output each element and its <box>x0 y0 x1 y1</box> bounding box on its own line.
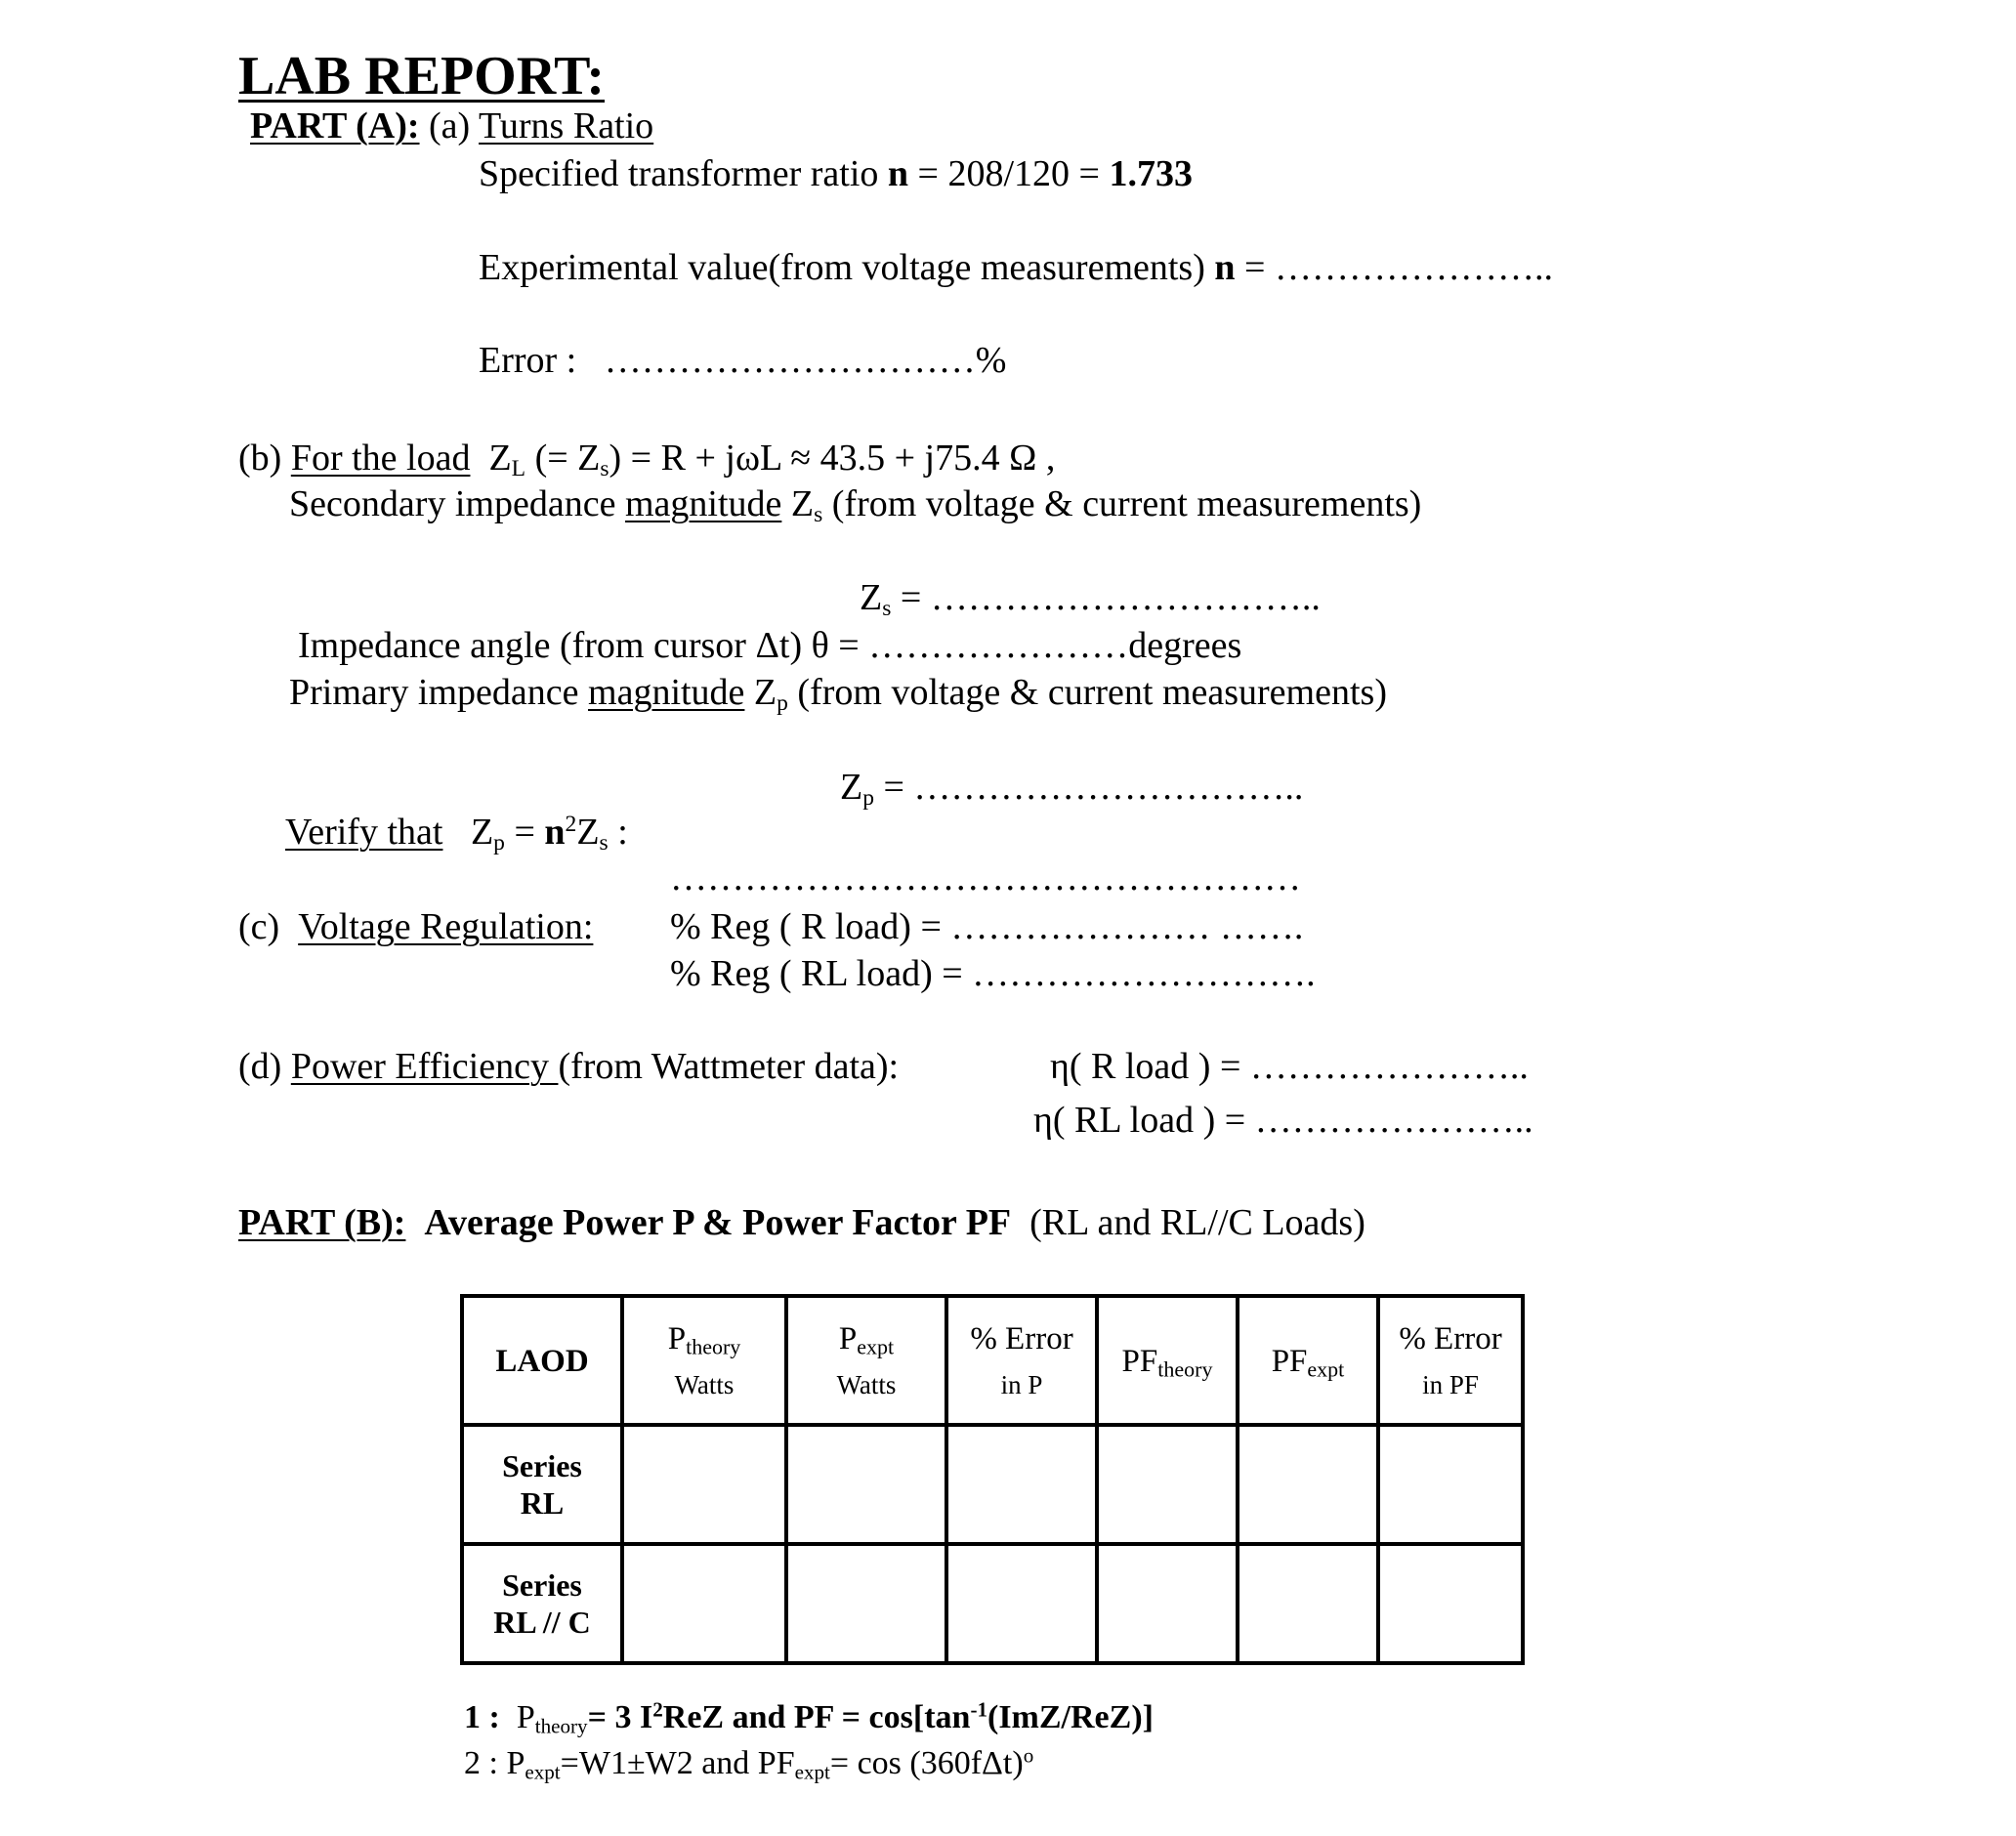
cell-error-pf[interactable] <box>1378 1425 1523 1544</box>
cell-p-expt[interactable] <box>786 1544 946 1663</box>
verify-n: n <box>544 812 566 853</box>
cell-pf-theory[interactable] <box>1097 1544 1238 1663</box>
specified-ratio-line <box>479 155 1193 192</box>
cell-error-p[interactable] <box>946 1425 1097 1544</box>
cell-pf-expt[interactable] <box>1238 1425 1378 1544</box>
zs-sub: s <box>882 595 892 621</box>
efficiency-rl-load-line: η( RL load ) = ………………….. <box>1033 1100 1533 1141</box>
cell-pf-expt[interactable] <box>1238 1544 1378 1663</box>
primary-magnitude: magnitude <box>588 672 745 713</box>
note-2 <box>464 1743 1034 1784</box>
item-a-label: Turns Ratio <box>479 105 654 146</box>
cell-pf-theory[interactable] <box>1097 1425 1238 1544</box>
part-b-title-rest: (RL and RL//C Loads) <box>1029 1202 1365 1243</box>
part-b-title: Average Power P & Power Factor PF <box>424 1202 1012 1243</box>
zl-sub: L <box>511 455 526 481</box>
secondary-z-sub: s <box>814 501 823 527</box>
row-label-line1: Series <box>502 1447 582 1483</box>
secondary-impedance-line <box>289 483 1422 527</box>
verify-z-sub: p <box>493 829 505 855</box>
item-d-header <box>238 1048 899 1085</box>
verify-eq: = <box>514 812 545 853</box>
item-b-prefix: (b) <box>238 438 282 479</box>
item-c-header <box>238 908 593 945</box>
col-error-pf-main: % Error <box>1399 1321 1502 1357</box>
cell-p-theory[interactable] <box>622 1425 786 1544</box>
note-2-p-sub: expt <box>525 1760 561 1784</box>
col-pf-theory <box>1097 1296 1238 1425</box>
note-1-sup2: -1 <box>970 1697 987 1722</box>
secondary-z: Z <box>790 483 815 524</box>
zp-sub: p <box>862 784 874 811</box>
part-b-header <box>238 1204 1365 1241</box>
note-1-sup: 2 <box>652 1697 663 1722</box>
cell-p-theory[interactable] <box>622 1544 786 1663</box>
col-error-p <box>946 1296 1097 1425</box>
item-c-prefix: (c) <box>238 906 280 947</box>
item-b-label: For the load <box>290 438 471 479</box>
col-error-p-main: % Error <box>970 1321 1073 1357</box>
verify-colon: : <box>608 812 628 853</box>
col-p-theory-sub: theory <box>686 1334 741 1359</box>
col-error-p-unit: in P <box>1000 1370 1043 1399</box>
part-a-header <box>250 107 653 145</box>
row-series-rl-c-label <box>462 1544 622 1663</box>
cell-error-pf[interactable] <box>1378 1544 1523 1663</box>
note-1-rest2: (ImZ/ReZ)] <box>987 1699 1154 1735</box>
var-n: n <box>887 153 909 194</box>
col-pf-theory-main: PF <box>1121 1344 1158 1380</box>
eq1: (= Z <box>534 438 601 479</box>
verify-z: Z <box>470 812 494 853</box>
error-label: Error : <box>479 340 577 381</box>
note-2-pf-sub: expt <box>794 1760 830 1784</box>
note-1-num: 1 : <box>464 1699 500 1735</box>
experimental-blank: = ………………….. <box>1244 247 1553 288</box>
part-a-heading: PART (A): <box>250 105 420 146</box>
primary-z: Z <box>753 672 777 713</box>
load-header <box>462 1296 622 1425</box>
efficiency-r-load-line: η( R load ) = ………………….. <box>1050 1046 1529 1087</box>
table-header-row <box>462 1296 1523 1425</box>
eq1-post: ) = R + jωL ≈ 43.5 + j75.4 Ω , <box>609 438 1056 479</box>
row-label-line1: Series <box>502 1566 582 1603</box>
item-b-header <box>238 438 1056 481</box>
primary-impedance-line <box>289 672 1387 716</box>
note-1-rest: ReZ and PF = cos[tan <box>662 1699 971 1735</box>
error-line <box>479 342 1006 379</box>
col-p-theory <box>622 1296 786 1425</box>
col-pf-expt-main: PF <box>1271 1344 1308 1380</box>
note-2-eq: =W1±W2 and PF <box>560 1745 795 1781</box>
item-c-label: Voltage Regulation: <box>298 906 594 947</box>
primary-z-sub: p <box>777 689 788 716</box>
zs-line <box>860 577 1321 621</box>
secondary-magnitude: magnitude <box>624 483 782 524</box>
table-row <box>462 1425 1523 1544</box>
zl-symbol: Z <box>488 438 512 479</box>
verify-line <box>285 812 628 855</box>
zs-blank: = ………………………….. <box>900 577 1321 618</box>
col-p-expt-unit: Watts <box>836 1370 897 1399</box>
table-row <box>462 1544 1523 1663</box>
reg-r-load-line: % Reg ( R load) = ………………… ……. <box>670 906 1304 947</box>
col-error-pf-unit: in PF <box>1422 1370 1479 1399</box>
cell-p-expt[interactable] <box>786 1425 946 1544</box>
verify-blank: …………………………………………… <box>670 857 1301 898</box>
zp-label: Z <box>840 767 863 808</box>
verify-z2-sub: s <box>599 829 609 855</box>
page-title: LAB REPORT: <box>238 46 606 106</box>
note-1-p: P <box>516 1699 535 1735</box>
row-series-rl-label <box>462 1425 622 1544</box>
secondary-post: (from voltage & current measurements) <box>831 483 1422 524</box>
col-p-expt <box>786 1296 946 1425</box>
error-blank: …………………………% <box>604 340 1007 381</box>
var-n: n <box>1214 247 1236 288</box>
part-b-heading: PART (B): <box>238 1202 406 1243</box>
note-1 <box>464 1697 1154 1738</box>
cell-error-p[interactable] <box>946 1544 1097 1663</box>
specified-value: = 208/120 = <box>917 153 1100 194</box>
item-d-label: Power Efficiency <box>290 1046 559 1087</box>
col-error-pf <box>1378 1296 1523 1425</box>
col-pf-expt-sub: expt <box>1307 1356 1345 1382</box>
specified-label: Specified transformer ratio <box>479 153 879 194</box>
row-label-line2: RL // C <box>493 1605 591 1640</box>
item-d-post: (from Wattmeter data): <box>558 1046 900 1087</box>
col-p-theory-unit: Watts <box>674 1370 735 1399</box>
experimental-label: Experimental value(from voltage measurements) <box>479 247 1205 288</box>
zp-line <box>840 767 1304 811</box>
reg-rl-load-line: % Reg ( RL load) = ………………………. <box>670 953 1316 994</box>
note-1-p-sub: theory <box>534 1714 588 1738</box>
verify-label: Verify that <box>285 812 443 853</box>
item-a-prefix: (a) <box>429 105 471 146</box>
results-table <box>460 1294 1525 1665</box>
primary-label: Primary impedance <box>289 672 579 713</box>
impedance-angle-line: Impedance angle (from cursor Δt) θ = …………………degrees <box>298 625 1242 666</box>
col-p-expt-main: P <box>838 1321 858 1357</box>
specified-result: 1.733 <box>1109 153 1193 194</box>
zs-label: Z <box>860 577 883 618</box>
note-1-eq: = 3 I <box>587 1699 653 1735</box>
row-label-line2: RL <box>520 1485 565 1521</box>
verify-z2: Z <box>576 812 600 853</box>
eq1-sub: s <box>600 455 609 481</box>
col-p-theory-main: P <box>667 1321 687 1357</box>
note-2-num: 2 : <box>464 1745 498 1781</box>
col-pf-theory-sub: theory <box>1157 1356 1213 1382</box>
col-p-expt-sub: expt <box>857 1334 895 1359</box>
note-2-sup: o <box>1023 1743 1034 1768</box>
zp-blank: = ………………………….. <box>883 767 1304 808</box>
note-2-rest: = cos (360fΔt) <box>829 1745 1024 1781</box>
secondary-label: Secondary impedance <box>289 483 616 524</box>
experimental-ratio-line <box>479 249 1553 286</box>
verify-sup: 2 <box>565 812 577 838</box>
item-d-prefix: (d) <box>238 1046 282 1087</box>
note-2-p: P <box>506 1745 525 1781</box>
load-header-text: LAOD <box>495 1344 589 1380</box>
primary-post: (from voltage & current measurements) <box>797 672 1387 713</box>
col-pf-expt <box>1238 1296 1378 1425</box>
